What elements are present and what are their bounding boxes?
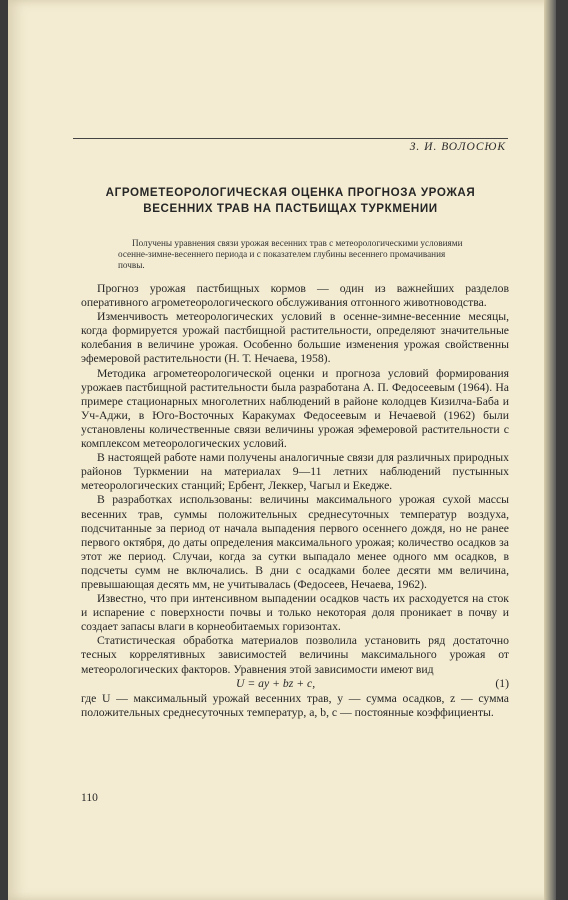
paragraph: Методика агрометеорологической оценки и прогноза условий формирования урожаев пастбищной растительности была разработана А. П. Федосеевым (1964). На примере стационарных многолетних наблюдений в районе колодцев Кизилча-Баба и Уч-Аджи, в Юго-Восточных Каракумах Федосеевым и Нечаевой (1962) были установлены количественные связи величины урожая эфемеровой растительности с комплексом метеорологических условий. — [81, 366, 509, 451]
header-rule — [73, 138, 508, 139]
paragraph: Прогноз урожая пастбищных кормов — один из важнейших разделов оперативного агрометеорологического обслуживания отгонного животноводства. — [81, 282, 509, 310]
article-title — [73, 185, 508, 217]
formula-line — [81, 677, 509, 692]
abstract: Получены уравнения связи урожая весенних трав с метеорологическими условиями осенне-зимне-весеннего периода и с показателем глубины весеннего промачивания почвы. — [118, 238, 463, 270]
formula-equation: U = ay + bz + c, — [236, 676, 316, 690]
title-line: ВЕСЕННИХ ТРАВ НА ПАСТБИЩАХ ТУРКМЕНИИ — [143, 202, 438, 215]
document-page — [8, 0, 556, 900]
paragraph: Статистическая обработка материалов позволила установить ряд достаточно тесных коррелятивных зависимостей величины максимального урожая от метеорологических факторов. Уравнения этой зависимости имеют вид — [81, 634, 509, 676]
formula-number: (1) — [495, 676, 509, 690]
paragraph: В разработках использованы: величины максимального урожая сухой массы весенних трав, суммы положительных среднесуточных температур воздуха, подсчитанные за период от начала выпадения первого осеннего дождя, но не ранее первого октября, до даты определения максимального урожая; количество осадков за этот же период. Случаи, когда за сутки выпадало менее одного мм осадков, в подсчеты сумм не включались. В дни с осадками более десяти мм величина, превышающая десять мм, не учитывалась (Федосеев, Нечаева, 1962). — [81, 493, 509, 591]
title-line: АГРОМЕТЕОРОЛОГИЧЕСКАЯ ОЦЕНКА ПРОГНОЗА УРОЖАЯ — [105, 186, 476, 199]
paragraph: Изменчивость метеорологических условий в осенне-зимне-весенние месяцы, когда формируется урожай пастбищной растительности, определяют значительные колебания в величине урожая. Особенно большие изменения урожая свойственны эфемеровой растительности (Н. Т. Нечаева, 1958). — [81, 310, 509, 366]
article-body — [81, 282, 509, 720]
author-name: З. И. ВОЛОСЮК — [409, 141, 506, 153]
page-number: 110 — [81, 792, 98, 804]
paragraph: Известно, что при интенсивном выпадении осадков часть их расходуется на сток и испарение с поверхности почвы и только некоторая доля проникает в почву и создает запасы влаги в корнеобитаемых горизонтах. — [81, 592, 509, 634]
paragraph-after-formula: где U — максимальный урожай весенних трав, y — сумма осадков, z — сумма положительных среднесуточных температур, a, b, c — постоянные коэффициенты. — [81, 691, 509, 719]
paragraph: В настоящей работе нами получены аналогичные связи для различных природных районов Туркмении на материалах 9—11 летних наблюдений пустынных метеорологических станций; Ербент, Леккер, Чагыл и Екедже. — [81, 451, 509, 493]
page-edge-shadow — [544, 0, 556, 900]
